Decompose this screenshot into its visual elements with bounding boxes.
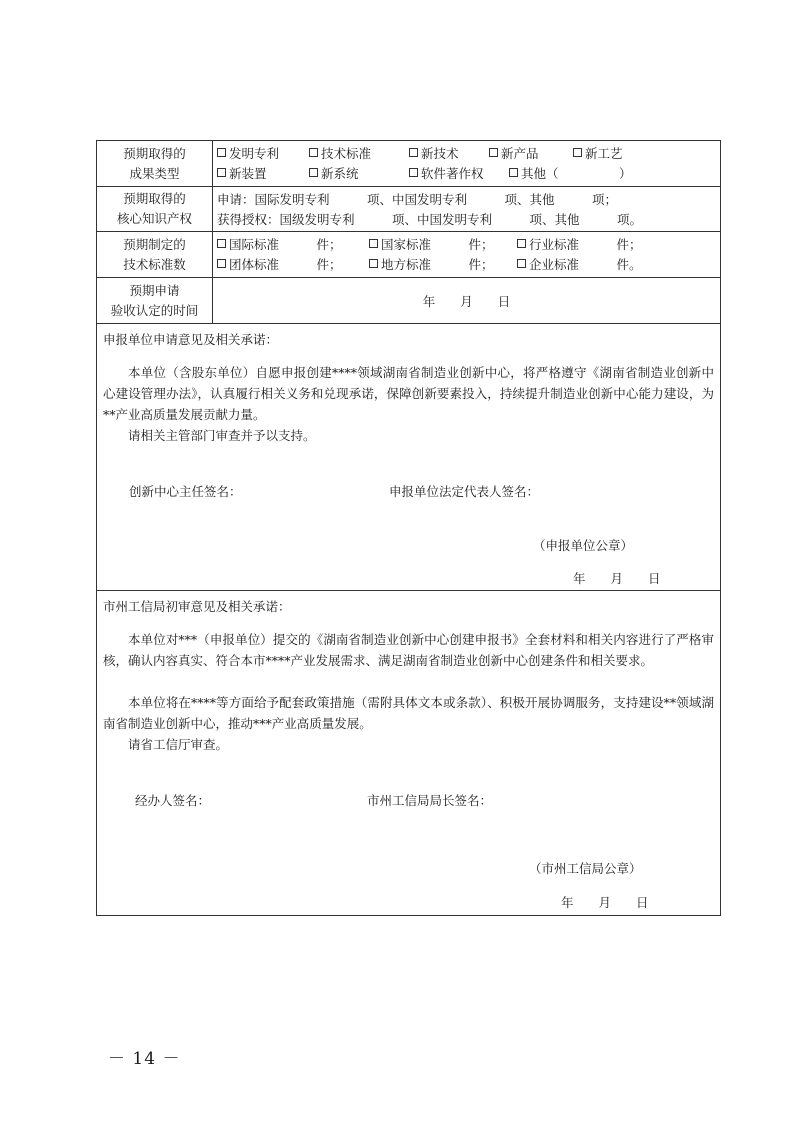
option-label: 其他（ [521,166,559,181]
application-form-table [96,140,721,916]
option-label: 新技术 [421,146,459,161]
checkbox-icon [309,148,318,157]
row-acceptance-time [97,278,720,324]
checkbox-new-device[interactable] [217,164,267,184]
option-label: 技术标准 [321,146,372,161]
checkbox-icon [369,239,378,248]
option-label: 企业标准 件。 [529,257,642,272]
label-line: 预期制定的 [123,236,186,252]
bureau-director-signature-label: 市州工信局局长签名： [367,793,493,808]
checkbox-icon [217,259,226,268]
checkbox-new-system[interactable] [309,164,359,184]
applicant-heading: 申报单位申请意见及相关承诺： [103,332,279,347]
checkbox-tech-standard[interactable] [309,144,371,164]
checkbox-other[interactable] [509,164,559,184]
row-core-ip [97,187,720,232]
acceptance-date: 年 月 日 [422,293,511,309]
checkbox-icon [369,259,378,268]
checkbox-new-technology[interactable] [409,144,459,164]
option-label: 新系统 [321,166,359,181]
option-label: 国际标准 件； [229,237,342,252]
city-para-3: 请省工信厅审查。 [128,737,229,752]
checkbox-international-standard[interactable] [217,235,342,255]
checkbox-icon [309,168,318,177]
label-line: 核心知识产权 [116,211,192,226]
row-label [97,278,213,323]
ip-granted-line: 获得授权：国级发明专利 项、中国发明专利 项、其他 项。 [217,212,643,227]
checkbox-icon [217,239,226,248]
checkbox-group-standard[interactable] [217,255,342,275]
option-label: 新装置 [229,166,267,181]
row-content [213,278,720,323]
label-line: 验收认定的时间 [110,302,199,318]
label-line: 预期取得的 [123,191,186,206]
label-line: 成果类型 [129,165,180,181]
row-label [97,141,213,186]
checkbox-icon [509,168,518,177]
row-content [213,232,720,277]
applicant-para-1: 本单位（含股东单位）自愿申报创建****领域湖南省制造业创新中心，将严格遵守《湖南省制造业创新中心建设管理办法》，认真履行相关义务和兑现承诺，保障创新要素投入，持续提升制造业创新中心能力建设，为**产业高质量发展贡献力量。 [103,365,714,422]
option-label: 新工艺 [585,146,623,161]
page-number: － 14 － [108,1049,181,1069]
checkbox-icon [409,168,418,177]
checkbox-new-process[interactable] [573,144,623,164]
checkbox-new-product[interactable] [489,144,539,164]
city-heading: 市州工信局初审意见及相关承诺： [103,599,291,614]
checkbox-industry-standard[interactable] [517,235,642,255]
city-para-1: 本单位对***（申报单位）提交的《湖南省制造业创新中心创建申报书》全套材料和相关内容进行了严格审核，确认内容真实、符合本市****产业发展需求、满足湖南省制造业创新中心创建条件和相关要求。 [103,632,714,668]
label-line: 技术标准数 [123,256,186,272]
checkbox-icon [573,148,582,157]
checkbox-icon [217,148,226,157]
checkbox-invention-patent[interactable] [217,144,279,164]
row-tech-standards [97,232,720,278]
checkbox-icon [409,148,418,157]
applicant-opinion-section [97,324,720,591]
option-label: 发明专利 [229,146,280,161]
director-signature-label: 创新中心主任签名： [129,484,242,499]
city-bureau-opinion-section [97,591,720,915]
checkbox-national-standard[interactable] [369,235,494,255]
checkbox-software-copyright[interactable] [409,164,484,184]
legal-rep-signature-label: 申报单位法定代表人签名： [389,484,540,499]
city-para-2: 本单位将在****等方面给予配套政策措施（需附具体文本或条款）、积极开展协调服务，支持建设**领域湖南省制造业创新中心，推动***产业高质量发展。 [103,695,714,731]
row-content [213,141,720,186]
ip-application-line: 申请：国际发明专利 项、中国发明专利 项、其他 项； [217,192,618,207]
option-label: 地方标准 件； [381,257,494,272]
option-label: 软件著作权 [421,166,484,181]
row-label [97,187,213,231]
applicant-para-2: 请相关主管部门审查并予以支持。 [128,428,316,443]
label-line: 预期取得的 [123,145,186,161]
row-label [97,232,213,277]
row-content [213,187,720,231]
option-label: 国家标准 件； [381,237,494,252]
checkbox-local-standard[interactable] [369,255,494,275]
city-seal-label: （市州工信局公章） [529,861,642,876]
checkbox-icon [489,148,498,157]
applicant-date: 年 月 日 [573,571,661,586]
option-label: 团体标准 件； [229,257,342,272]
checkbox-icon [217,168,226,177]
city-date: 年 月 日 [561,895,649,910]
checkbox-icon [517,239,526,248]
handler-signature-label: 经办人签名： [135,793,211,808]
row-result-type [97,141,720,187]
option-label: 行业标准 件； [529,237,642,252]
option-label: 新产品 [501,146,539,161]
checkbox-icon [517,259,526,268]
applicant-seal-label: （申报单位公章） [533,538,634,553]
checkbox-enterprise-standard[interactable] [517,255,642,275]
label-line: 预期申请 [129,282,180,298]
other-close-paren: ） [619,166,632,181]
